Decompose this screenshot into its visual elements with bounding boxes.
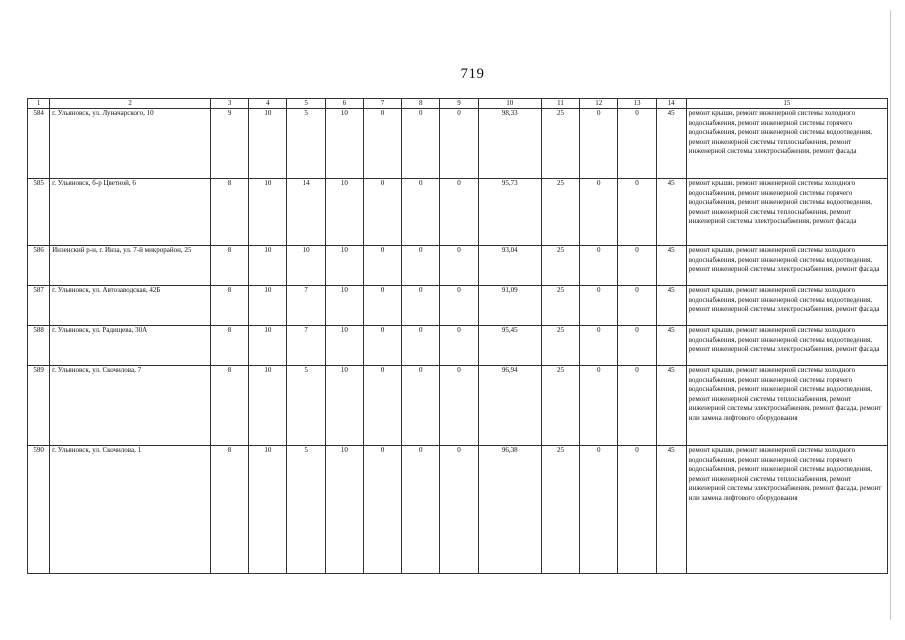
value-cell: 0	[440, 446, 478, 574]
value-cell: 10	[249, 246, 287, 286]
value-cell: 0	[580, 246, 618, 286]
value-cell: 91,09	[478, 286, 541, 326]
table-row	[28, 286, 888, 326]
value-cell: 10	[249, 286, 287, 326]
value-cell: 8	[211, 446, 249, 574]
value-cell: 0	[580, 446, 618, 574]
value-cell: 0	[440, 109, 478, 179]
value-cell: 0	[402, 446, 440, 574]
value-cell: 10	[325, 109, 363, 179]
value-cell: 0	[618, 246, 656, 286]
value-cell: 5	[287, 109, 325, 179]
value-cell: 0	[402, 179, 440, 246]
header-cell: 10	[478, 99, 541, 109]
header-cell: 7	[363, 99, 401, 109]
table-row	[28, 109, 888, 179]
value-cell: 0	[402, 286, 440, 326]
value-cell: 14	[287, 179, 325, 246]
header-cell: 11	[541, 99, 579, 109]
value-cell: 10	[287, 246, 325, 286]
value-cell: 45	[656, 446, 686, 574]
value-cell: 0	[618, 326, 656, 366]
works-cell: ремонт крыши, ремонт инженерной системы холодного водоснабжения, ремонт инженерной системы водоотведения, ремонт инженерной системы электроснабжения, ремонт фасада	[686, 246, 887, 286]
page-number: 719	[460, 66, 485, 82]
value-cell: 0	[440, 246, 478, 286]
value-cell: 25	[541, 366, 579, 446]
value-cell: 25	[541, 286, 579, 326]
value-cell: 10	[249, 109, 287, 179]
value-cell: 45	[656, 286, 686, 326]
value-cell: 8	[211, 286, 249, 326]
value-cell: 0	[363, 286, 401, 326]
table-row	[28, 366, 888, 446]
works-cell: ремонт крыши, ремонт инженерной системы холодного водоснабжения, ремонт инженерной системы водоотведения, ремонт инженерной системы электроснабжения, ремонт фасада	[686, 286, 887, 326]
value-cell: 5	[287, 366, 325, 446]
table-row	[28, 179, 888, 246]
value-cell: 0	[618, 286, 656, 326]
value-cell: 96,38	[478, 446, 541, 574]
address-cell: г. Ульяновск, ул. Луначарского, 10	[50, 109, 211, 179]
row-number: 590	[28, 446, 50, 574]
scan-edge-line	[890, 10, 891, 620]
value-cell: 0	[618, 179, 656, 246]
header-cell: 5	[287, 99, 325, 109]
table-row	[28, 446, 888, 574]
value-cell: 7	[287, 326, 325, 366]
address-cell: г. Ульяновск, ул. Скочилова, 7	[50, 366, 211, 446]
value-cell: 93,04	[478, 246, 541, 286]
header-cell: 13	[618, 99, 656, 109]
value-cell: 0	[402, 246, 440, 286]
value-cell: 0	[402, 109, 440, 179]
value-cell: 0	[363, 326, 401, 366]
works-cell: ремонт крыши, ремонт инженерной системы холодного водоснабжения, ремонт инженерной системы горячего водоснабжения, ремонт инженерной системы водоотведения, ремонт инженерной системы теплоснабжения, ремонт инженерной системы электроснабжения, ремонт фасада	[686, 179, 887, 246]
row-number: 589	[28, 366, 50, 446]
header-cell: 2	[50, 99, 211, 109]
works-cell: ремонт крыши, ремонт инженерной системы холодного водоснабжения, ремонт инженерной системы горячего водоснабжения, ремонт инженерной системы водоотведения, ремонт инженерной системы теплоснабжения, ремонт инженерной системы электроснабжения, ремонт фасада, ремонт или замена лифтового оборудования	[686, 446, 887, 574]
address-cell: Инзенский р-н, г. Инза, ул. 7-й микрорайон, 25	[50, 246, 211, 286]
row-number: 584	[28, 109, 50, 179]
works-cell: ремонт крыши, ремонт инженерной системы холодного водоснабжения, ремонт инженерной системы горячего водоснабжения, ремонт инженерной системы водоотведения, ремонт инженерной системы теплоснабжения, ремонт инженерной системы электроснабжения, ремонт фасада	[686, 109, 887, 179]
value-cell: 25	[541, 246, 579, 286]
header-cell: 8	[402, 99, 440, 109]
value-cell: 10	[249, 326, 287, 366]
value-cell: 8	[211, 366, 249, 446]
value-cell: 0	[363, 109, 401, 179]
value-cell: 0	[580, 179, 618, 246]
value-cell: 25	[541, 109, 579, 179]
value-cell: 0	[363, 446, 401, 574]
value-cell: 45	[656, 326, 686, 366]
header-cell: 4	[249, 99, 287, 109]
value-cell: 0	[580, 286, 618, 326]
header-cell: 15	[686, 99, 887, 109]
value-cell: 7	[287, 286, 325, 326]
value-cell: 10	[249, 179, 287, 246]
address-cell: г. Ульяновск, ул. Автозаводская, 42Б	[50, 286, 211, 326]
value-cell: 10	[325, 366, 363, 446]
value-cell: 0	[363, 366, 401, 446]
value-cell: 25	[541, 179, 579, 246]
value-cell: 0	[580, 109, 618, 179]
row-number: 585	[28, 179, 50, 246]
value-cell: 0	[618, 366, 656, 446]
value-cell: 25	[541, 326, 579, 366]
value-cell: 0	[402, 326, 440, 366]
value-cell: 95,73	[478, 179, 541, 246]
header-cell: 9	[440, 99, 478, 109]
value-cell: 8	[211, 179, 249, 246]
value-cell: 45	[656, 109, 686, 179]
works-cell: ремонт крыши, ремонт инженерной системы холодного водоснабжения, ремонт инженерной системы горячего водоснабжения, ремонт инженерной системы водоотведения, ремонт инженерной системы теплоснабжения, ремонт инженерной системы электроснабжения, ремонт фасада, ремонт или замена лифтового оборудования	[686, 366, 887, 446]
value-cell: 10	[249, 366, 287, 446]
row-number: 586	[28, 246, 50, 286]
value-cell: 10	[325, 179, 363, 246]
value-cell: 45	[656, 179, 686, 246]
header-cell: 12	[580, 99, 618, 109]
header-cell: 6	[325, 99, 363, 109]
value-cell: 0	[440, 179, 478, 246]
value-cell: 8	[211, 326, 249, 366]
table-row	[28, 246, 888, 286]
value-cell: 95,45	[478, 326, 541, 366]
value-cell: 0	[363, 246, 401, 286]
address-cell: г. Ульяновск, ул. Скочилова, 1	[50, 446, 211, 574]
table-row	[28, 326, 888, 366]
row-number: 588	[28, 326, 50, 366]
data-table	[27, 98, 888, 574]
header-cell: 3	[211, 99, 249, 109]
value-cell: 0	[618, 109, 656, 179]
value-cell: 9	[211, 109, 249, 179]
value-cell: 25	[541, 446, 579, 574]
value-cell: 10	[325, 286, 363, 326]
value-cell: 45	[656, 366, 686, 446]
header-cell: 1	[28, 99, 50, 109]
header-row	[28, 99, 888, 109]
value-cell: 0	[440, 326, 478, 366]
value-cell: 0	[580, 326, 618, 366]
value-cell: 10	[325, 446, 363, 574]
value-cell: 0	[440, 366, 478, 446]
value-cell: 10	[249, 446, 287, 574]
value-cell: 96,94	[478, 366, 541, 446]
value-cell: 0	[440, 286, 478, 326]
address-cell: г. Ульяновск, ул. Радищева, 30А	[50, 326, 211, 366]
value-cell: 8	[211, 246, 249, 286]
value-cell: 98,33	[478, 109, 541, 179]
works-cell: ремонт крыши, ремонт инженерной системы холодного водоснабжения, ремонт инженерной системы водоотведения, ремонт инженерной системы электроснабжения, ремонт фасада	[686, 326, 887, 366]
value-cell: 0	[363, 179, 401, 246]
value-cell: 0	[580, 366, 618, 446]
value-cell: 10	[325, 246, 363, 286]
value-cell: 45	[656, 246, 686, 286]
address-cell: г. Ульяновск, б-р Цветной, 6	[50, 179, 211, 246]
header-cell: 14	[656, 99, 686, 109]
row-number: 587	[28, 286, 50, 326]
value-cell: 10	[325, 326, 363, 366]
value-cell: 0	[402, 366, 440, 446]
value-cell: 5	[287, 446, 325, 574]
value-cell: 0	[618, 446, 656, 574]
